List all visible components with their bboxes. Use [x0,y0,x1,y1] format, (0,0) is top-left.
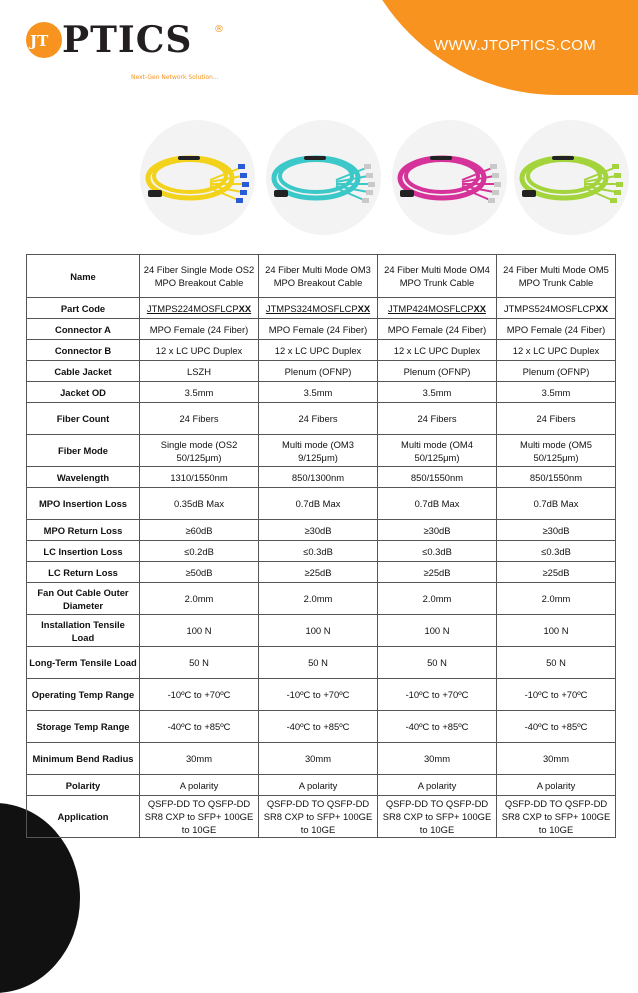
table-row [27,775,616,796]
spec-value-cell: ≥30dB [497,520,616,541]
yellow-breakout-cable-image [140,120,255,235]
table-row [27,403,616,435]
spec-value-cell: 12 x LC UPC Duplex [378,340,497,361]
spec-value-cell: 850/1550nm [378,467,497,488]
part-code-suffix: XX [238,302,252,314]
spec-value-cell: MPO Female (24 Fiber) [378,319,497,340]
part-code-suffix: XX [473,302,486,314]
spec-value-cell: 850/1550nm [497,467,616,488]
spec-value-cell: 2.0mm [140,583,259,615]
row-label: Wavelength [27,467,140,488]
spec-value-cell: ≥25dB [497,562,616,583]
table-row [27,615,616,647]
spec-value-cell: ≥60dB [140,520,259,541]
row-label: LC Insertion Loss [27,541,140,562]
spec-value-cell: 2.0mm [497,583,616,615]
spec-value-cell: MPO Female (24 Fiber) [497,319,616,340]
table-row [27,467,616,488]
spec-value-cell: A polarity [497,775,616,796]
spec-value-cell: A polarity [259,775,378,796]
part-code-suffix: XX [595,302,609,314]
row-label: Installation Tensile Load [27,615,140,647]
spec-value-cell: 30mm [140,743,259,775]
spec-value-cell: Multi mode (OM4 50/125μm) [378,435,497,467]
spec-value-cell: ≤0.2dB [140,541,259,562]
spec-value-cell: Multi mode (OM3 9/125μm) [259,435,378,467]
logo-prefix: JT [30,32,49,50]
part-code-cell [259,298,378,319]
spec-value-cell: LSZH [140,361,259,382]
spec-value-cell: A polarity [378,775,497,796]
row-label: Name [27,255,140,298]
spec-value-cell: QSFP-DD TO QSFP-DD SR8 CXP to SFP+ 100GE to 10GE [378,796,497,838]
spec-value-cell: 0.7dB Max [497,488,616,520]
row-label: Polarity [27,775,140,796]
product-name-cell: 24 Fiber Single Mode OS2 MPO Breakout Cable [140,255,259,298]
spec-value-cell: MPO Female (24 Fiber) [140,319,259,340]
spec-value-cell: QSFP-DD TO QSFP-DD SR8 CXP to SFP+ 100GE to 10GE [140,796,259,838]
spec-value-cell: 3.5mm [140,382,259,403]
spec-value-cell: 850/1300nm [259,467,378,488]
part-code-suffix: XX [357,302,371,314]
spec-value-cell: 100 N [497,615,616,647]
spec-value-cell: ≤0.3dB [378,541,497,562]
table-row [27,711,616,743]
part-code-base: JTMPS224MOSFLCP [146,302,239,314]
row-label: Operating Temp Range [27,679,140,711]
table-row [27,361,616,382]
product-images [140,120,630,240]
logo-tagline: Next-Gen Network Solution... [131,74,219,81]
spec-value-cell: 12 x LC UPC Duplex [497,340,616,361]
spec-value-cell: MPO Female (24 Fiber) [259,319,378,340]
spec-value-cell: A polarity [140,775,259,796]
spec-value-cell: 50 N [497,647,616,679]
spec-value-cell: Plenum (OFNP) [259,361,378,382]
row-label: Minimum Bend Radius [27,743,140,775]
spec-value-cell: Multi mode (OM5 50/125μm) [497,435,616,467]
spec-value-cell: 1310/1550nm [140,467,259,488]
spec-value-cell: QSFP-DD TO QSFP-DD SR8 CXP to SFP+ 100GE to 10GE [497,796,616,838]
spec-value-cell: ≥25dB [378,562,497,583]
spec-value-cell: -10ºC to +70ºC [497,679,616,711]
product-name-cell: 24 Fiber Multi Mode OM3 MPO Breakout Cable [259,255,378,298]
spec-value-cell: 100 N [378,615,497,647]
magenta-trunk-cable-image [392,120,507,235]
table-row [27,583,616,615]
table-row [27,382,616,403]
spec-value-cell: -40ºC to +85ºC [497,711,616,743]
spec-value-cell: Plenum (OFNP) [378,361,497,382]
spec-value-cell: 24 Fibers [497,403,616,435]
spec-value-cell: 0.7dB Max [378,488,497,520]
table-header-row [27,255,616,298]
table-row [27,340,616,361]
row-label: Storage Temp Range [27,711,140,743]
product-name-cell: 24 Fiber Multi Mode OM5 MPO Trunk Cable [497,255,616,298]
spec-value-cell: ≥30dB [259,520,378,541]
spec-value-cell: 100 N [140,615,259,647]
logo-registered-mark: ® [214,24,224,35]
spec-value-cell: -40ºC to +85ºC [378,711,497,743]
spec-value-cell: 30mm [259,743,378,775]
table-row [27,435,616,467]
spec-value-cell: ≤0.3dB [259,541,378,562]
row-label: Jacket OD [27,382,140,403]
spec-value-cell: 24 Fibers [378,403,497,435]
row-label: Connector A [27,319,140,340]
spec-value-cell: ≥50dB [140,562,259,583]
row-label: MPO Insertion Loss [27,488,140,520]
spec-value-cell: 24 Fibers [259,403,378,435]
table-row [27,562,616,583]
spec-value-cell: -10ºC to +70ºC [378,679,497,711]
logo-name: PTICS [62,19,193,61]
row-label: Application [27,796,140,838]
spec-value-cell: -10ºC to +70ºC [140,679,259,711]
spec-value-cell: 0.7dB Max [259,488,378,520]
row-label: Fiber Count [27,403,140,435]
spec-value-cell: ≥25dB [259,562,378,583]
row-label: Part Code [27,298,140,319]
part-code-base: JTMPS324MOSFLCP [265,302,358,314]
part-code-base: JTMPS524MOSFLCP [503,302,596,314]
aqua-breakout-cable-image [266,120,381,235]
part-code-cell [378,298,497,319]
product-name-cell: 24 Fiber Multi Mode OM4 MPO Trunk Cable [378,255,497,298]
table-row [27,679,616,711]
part-code-base: JTMP424MOSFLCP [388,302,474,314]
spec-value-cell: 24 Fibers [140,403,259,435]
spec-value-cell: 30mm [378,743,497,775]
spec-value-cell: QSFP-DD TO QSFP-DD SR8 CXP to SFP+ 100GE to 10GE [259,796,378,838]
table-row [27,319,616,340]
row-label: Fan Out Cable Outer Diameter [27,583,140,615]
spec-value-cell: Single mode (OS2 50/125μm) [140,435,259,467]
spec-value-cell: -40ºC to +85ºC [259,711,378,743]
spec-value-cell: 3.5mm [378,382,497,403]
table-row [27,520,616,541]
spec-value-cell: -10ºC to +70ºC [259,679,378,711]
part-code-cell [140,298,259,319]
spec-value-cell: 50 N [259,647,378,679]
row-label: Connector B [27,340,140,361]
table-row [27,541,616,562]
table-row-part-code [27,298,616,319]
table-row [27,488,616,520]
part-code-cell [497,298,616,319]
spec-value-cell: ≥30dB [378,520,497,541]
spec-value-cell: -40ºC to +85ºC [140,711,259,743]
spec-value-cell: 2.0mm [259,583,378,615]
row-label: Cable Jacket [27,361,140,382]
spec-value-cell: 12 x LC UPC Duplex [140,340,259,361]
spec-value-cell: 3.5mm [497,382,616,403]
green-trunk-cable-image [514,120,629,235]
spec-value-cell: 50 N [378,647,497,679]
spec-value-cell: Plenum (OFNP) [497,361,616,382]
row-label: Long-Term Tensile Load [27,647,140,679]
row-label: Fiber Mode [27,435,140,467]
spec-value-cell: 12 x LC UPC Duplex [259,340,378,361]
table-row [27,743,616,775]
spec-value-cell: 0.35dB Max [140,488,259,520]
spec-value-cell: 3.5mm [259,382,378,403]
spec-value-cell: 100 N [259,615,378,647]
table-row [27,647,616,679]
spec-value-cell: 2.0mm [378,583,497,615]
spec-value-cell: ≤0.3dB [497,541,616,562]
spec-value-cell: 30mm [497,743,616,775]
spec-value-cell: 50 N [140,647,259,679]
table-row [27,796,616,838]
spec-table [26,254,616,838]
row-label: MPO Return Loss [27,520,140,541]
row-label: LC Return Loss [27,562,140,583]
website-url[interactable]: WWW.JTOPTICS.COM [434,37,597,54]
